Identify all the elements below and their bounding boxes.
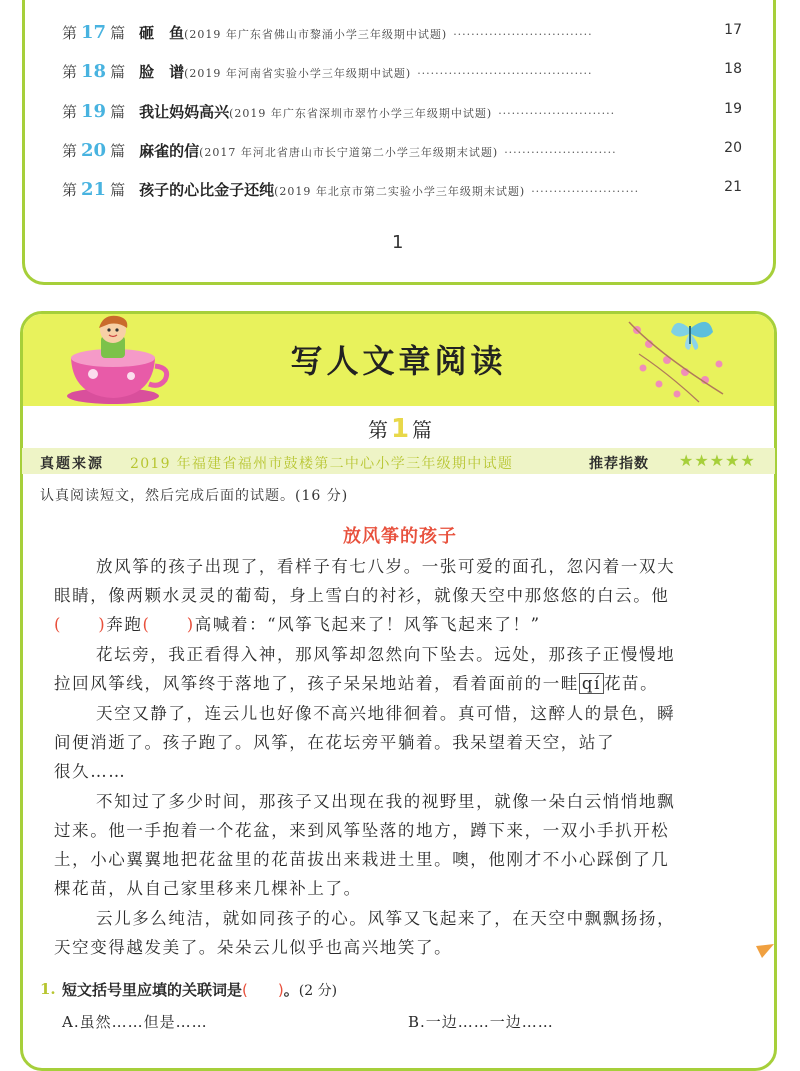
question-number: 1.: [40, 980, 56, 998]
toc-page-number: 17: [724, 22, 742, 38]
story-line: 土，小心翼翼地把花盆里的花苗拔出来栽进土里。噢，他刚才不小心踩倒了几: [54, 850, 670, 869]
page-number: 1: [392, 232, 404, 253]
butterfly-flowers-illustration: [619, 314, 739, 404]
story-line: [54, 611, 756, 635]
toc-entry[interactable]: [62, 22, 742, 50]
section-banner: [23, 314, 774, 406]
recommend-stars: ★★★★★: [679, 451, 756, 470]
toc-number: 17: [81, 22, 107, 43]
toc-page-number: 21: [724, 179, 742, 195]
section-title: 写人文章阅读: [290, 342, 507, 380]
option-a[interactable]: A.虽然……但是……: [62, 1013, 208, 1031]
option-b[interactable]: B.一边……一边……: [408, 1013, 554, 1031]
toc-leader-dots: ·······························: [453, 28, 593, 41]
story-text: 高喊着：“风筝飞起来了！风筝飞起来了！”: [194, 615, 541, 634]
story-line: 过来。他一手抱着一个花盆，来到风筝坠落的地方，蹲下来，一双小手扒开松: [54, 821, 670, 840]
toc-source: (2019 年北京市第二实验小学三年级期末试题): [274, 185, 526, 198]
toc-number: 20: [81, 140, 107, 161]
question-score: (2 分): [298, 983, 338, 999]
story-line: 间便消逝了。孩子跑了。风筝，在花坛旁平躺着。我呆望着天空，站了: [54, 733, 616, 752]
story-line: 云儿多么纯洁，就如同孩子的心。风筝又飞起来了，在天空中飘飘扬扬，: [96, 909, 676, 928]
source-label: 真题来源: [40, 456, 104, 472]
story-text: 奔跑: [106, 615, 143, 634]
chapter-suffix: 篇: [412, 418, 433, 442]
toc-page-number: 20: [724, 140, 742, 156]
chapter-number: 1: [390, 414, 410, 444]
toc-entry[interactable]: [62, 140, 742, 168]
toc-leader-dots: ·························: [504, 146, 617, 159]
toc-title: 麻雀的信: [139, 142, 200, 160]
source-text: 2019 年福建省福州市鼓楼第二中心小学三年级期中试题: [130, 456, 514, 472]
story-line: 不知过了多少时间，那孩子又出现在我的视野里，就像一朵白云悄悄地飘: [96, 792, 676, 811]
toc-leader-dots: ························: [531, 185, 640, 198]
chapter-prefix: 第: [367, 418, 388, 442]
toc-suffix: 篇: [110, 142, 126, 160]
story-line: 放风筝的孩子出现了，看样子有七八岁。一张可爱的面孔，忽闪着一双大: [96, 557, 676, 576]
story-line: 棵花苗，从自己家里移来几棵补上了。: [54, 879, 362, 898]
answer-blank[interactable]: ( ): [142, 615, 195, 634]
corner-arrow-icon: [756, 944, 776, 960]
toc-number: 21: [81, 179, 107, 200]
toc-suffix: 篇: [110, 103, 126, 121]
toc-source: (2019 年河南省实验小学三年级期中试题): [184, 67, 412, 80]
toc-title: 砸 鱼: [139, 24, 185, 42]
toc-title: 我让妈妈高兴: [139, 103, 230, 121]
question-prompt: 短文括号里应填的关联词是: [62, 981, 243, 999]
question-text: [62, 979, 337, 1000]
toc-source: (2019 年广东省佛山市黎涌小学三年级期中试题): [184, 28, 448, 41]
story-title: 放风筝的孩子: [343, 526, 457, 547]
toc-page-number: 18: [724, 61, 742, 77]
toc-entry[interactable]: [62, 179, 742, 207]
answer-blank[interactable]: ( ): [54, 615, 107, 634]
toc-page-number: 19: [724, 101, 742, 117]
chapter-heading: [0, 414, 800, 444]
toc-number: 18: [81, 61, 107, 82]
story-line: 花坛旁，我正看得入神，那风筝却忽然向下坠去。远处，那孩子正慢慢地: [96, 645, 676, 664]
toc-source: (2017 年河北省唐山市长宁道第二小学三年级期末试题): [199, 146, 499, 159]
toc-title: 孩子的心比金子还纯: [139, 181, 275, 199]
question-end: 。: [283, 981, 299, 999]
recommend-label: 推荐指数: [589, 456, 649, 472]
toc-leader-dots: ··························: [498, 107, 616, 120]
story-line: 眼睛，像两颗水灵灵的葡萄，身上雪白的衬衫，就像天空中那悠悠的白云。他: [54, 586, 670, 605]
toc-prefix: 第: [62, 142, 78, 160]
toc-prefix: 第: [62, 63, 78, 81]
toc-number: 19: [81, 101, 107, 122]
toc-prefix: 第: [62, 181, 78, 199]
story-text: 拉回风筝线，风筝终于落地了，孩子呆呆地站着，看着面前的一畦: [54, 674, 579, 693]
toc-suffix: 篇: [110, 63, 126, 81]
toc-source: (2019 年广东省深圳市翠竹小学三年级期中试题): [229, 107, 493, 120]
instruction-text: 认真阅读短文，然后完成后面的试题。(16 分): [40, 488, 349, 504]
toc-entry[interactable]: [62, 101, 742, 129]
toc-entry[interactable]: [62, 61, 742, 89]
story-line: 天空变得越发美了。朵朵云儿似乎也高兴地笑了。: [54, 938, 453, 957]
story-line: [54, 670, 756, 694]
toc-prefix: 第: [62, 103, 78, 121]
pinyin-box: qí: [579, 673, 604, 694]
story-line: 天空又静了，连云儿也好像不高兴地徘徊着。真可惜，这醉人的景色，瞬: [96, 704, 676, 723]
toc-leader-dots: ·······································: [417, 67, 593, 80]
toc-suffix: 篇: [110, 24, 126, 42]
story-text: 花苗。: [603, 674, 659, 693]
answer-blank[interactable]: ( ): [242, 981, 284, 999]
story-line: 很久……: [54, 762, 127, 781]
toc-prefix: 第: [62, 24, 78, 42]
toc-title: 脸 谱: [139, 63, 185, 81]
toc-suffix: 篇: [110, 181, 126, 199]
